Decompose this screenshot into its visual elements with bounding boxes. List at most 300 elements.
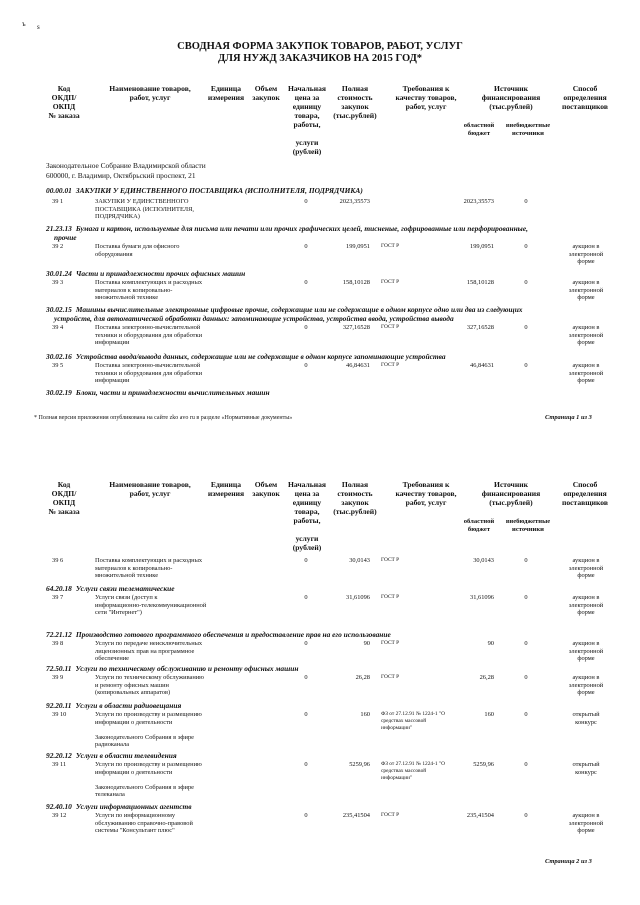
header-line: стоимость [337, 93, 373, 102]
header-line: финансирования [481, 489, 541, 498]
row-method [556, 640, 616, 663]
header-line: Объем [254, 84, 278, 93]
header-line: определения [563, 93, 607, 102]
row-name-line: информационно-телекоммуникационной [95, 601, 207, 609]
header-unit [203, 480, 249, 498]
row-name-line: Поставка электронно-вычислительной [95, 324, 201, 331]
row-name [95, 761, 235, 799]
row-name-line: Поставка комплектующих и расходных [95, 557, 203, 564]
header-line: единицу [292, 498, 322, 507]
section-title: Производство готового программного обеспечения и предоставление прав на его использование [75, 630, 391, 639]
page-number: Страница 2 из 3 [545, 858, 592, 865]
section-code: 72.50.11 [46, 664, 72, 673]
row-extra-sources: 0 [524, 812, 528, 819]
row-method [556, 761, 616, 776]
header-line: закупок [341, 498, 369, 507]
header-source-extra [498, 122, 558, 138]
row-name [95, 674, 235, 697]
section-line [46, 388, 606, 397]
header-line: качеству товаров, [395, 489, 457, 498]
row-number: 39 6 [52, 557, 64, 564]
row-requirements-line: средствах массовой [381, 768, 427, 774]
header-source [466, 84, 556, 111]
row-name-line: Услуги по техническому обслуживанию [95, 674, 204, 681]
row-method-line: открытый [572, 761, 600, 768]
section-heading [46, 186, 606, 195]
page2-table-body [0, 553, 640, 853]
row-number: 39 12 [52, 812, 67, 819]
row-method-line: открытый [572, 711, 600, 718]
row-method [556, 594, 616, 617]
header-line: поставщиков [561, 102, 609, 111]
row-method-line: форме [577, 572, 595, 580]
row-regional-budget: 160 [484, 711, 494, 718]
row-price: 0 [304, 362, 308, 369]
row-name-line: сети "Интернет") [95, 609, 142, 617]
row-name [95, 324, 235, 347]
row-regional-budget: 30,0143 [473, 557, 494, 564]
row-number: 39 7 [52, 594, 64, 601]
section-line [46, 630, 606, 639]
section-code: 21.23.13 [46, 224, 72, 233]
row-method-line: электронной [568, 250, 604, 258]
row-full-cost: 90 [363, 640, 370, 647]
section-line [46, 352, 606, 361]
row-extra-sources: 0 [524, 557, 528, 564]
section-line [46, 584, 606, 593]
section-line [46, 269, 606, 278]
header-line: измерения [207, 489, 245, 498]
header-line: бюджет [467, 526, 491, 533]
row-name-line: обслуживанию справочно-правовой [95, 819, 193, 827]
header-volume [247, 480, 285, 498]
header-line: Объем [254, 480, 278, 489]
row-extra-sources: 0 [524, 279, 528, 286]
header-line: финансирования [481, 93, 541, 102]
section-code: 30.02.19 [46, 388, 72, 397]
row-requirements-line: ФЗ от 27.12.91 № 1224-1 "О [381, 761, 446, 767]
page1-table-body [0, 186, 640, 406]
header-line: товара, [294, 507, 320, 516]
section-heading [46, 584, 606, 593]
table-header [0, 476, 640, 556]
header-line: (тыс.рублей) [489, 102, 533, 111]
row-name-line: ЗАКУПКИ У ЕДИНСТВЕННОГО [95, 198, 189, 205]
header-line: закупок [252, 93, 280, 102]
row-extra-sources: 0 [524, 674, 528, 681]
row-method [556, 324, 616, 347]
section-code: 30.02.16 [46, 352, 72, 361]
header-line [285, 525, 329, 534]
organization-address: 600000, г. Владимир, Октябрьский проспект, 21 [46, 171, 196, 180]
row-requirements-line: информации" [381, 775, 413, 781]
row-method-line: форме [577, 294, 595, 302]
row-full-cost: 199,0951 [346, 243, 370, 250]
row-name-line: множительной технике [95, 572, 159, 580]
section-title: Услуги в области телевидения [75, 751, 177, 760]
row-requirements-line: информации" [381, 725, 413, 731]
row-method-line: аукцион в [572, 243, 600, 250]
row-name-line: системы "Консультант плюс" [95, 827, 175, 835]
header-line: Код [57, 84, 71, 93]
row-extra-sources: 0 [524, 640, 528, 647]
row-extra-sources: 0 [524, 594, 528, 601]
header-line: Источник [494, 480, 528, 489]
header-line: товара, [294, 111, 320, 120]
section-title: Услуги информационных агентств [75, 802, 192, 811]
row-method-line: аукцион в [572, 557, 600, 564]
section-line [46, 186, 606, 195]
header-line: Наименование товаров, [109, 480, 191, 489]
row-price: 0 [304, 198, 308, 205]
row-price: 0 [304, 711, 308, 718]
header-line: Способ [572, 480, 598, 489]
section-title-continued: прочие [54, 233, 77, 242]
section-title: ЗАКУПКИ У ЕДИНСТВЕННОГО ПОСТАВЩИКА (ИСПОЛНИТЕЛЯ, ПОДРЯДЧИКА) [75, 186, 363, 195]
row-full-cost: 327,16528 [342, 324, 370, 331]
header-line: (рублей) [292, 147, 322, 156]
row-price: 0 [304, 594, 308, 601]
row-requirements-line: ГОСТ Р [381, 324, 400, 330]
row-regional-budget: 46,84631 [470, 362, 494, 369]
row-requirements-line: ГОСТ Р [381, 243, 400, 249]
row-requirements-line: ГОСТ Р [381, 594, 400, 600]
row-method-line: аукцион в [572, 812, 600, 819]
section-code: 30.01.24 [46, 269, 72, 278]
row-name [95, 243, 235, 258]
row-number: 39 4 [52, 324, 64, 331]
row-method-line: форме [577, 377, 595, 385]
corner-mark: ъ [22, 20, 26, 28]
table-header [0, 80, 640, 160]
row-price: 0 [304, 243, 308, 250]
section-title: Машины вычислительные электронные цифровые прочие, содержащие или не содержащие в одном корпусе одно или два из следующих [75, 305, 523, 314]
row-full-cost: 160 [360, 711, 370, 718]
row-extra-sources: 0 [524, 711, 528, 718]
section-title: Устройства ввода/вывода данных, содержащие или не содержащие в одном корпусе запоминающие устройства [75, 352, 446, 361]
row-method-line: электронной [568, 369, 604, 377]
section-code: 92.20.11 [46, 701, 72, 710]
row-method-line: аукцион в [572, 362, 600, 369]
header-line: Источник [494, 84, 528, 93]
row-requirements-line: ГОСТ Р [381, 674, 400, 680]
row-name-line: материалов к копировально- [95, 286, 173, 294]
row-price: 0 [304, 761, 308, 768]
header-line: цена за [294, 93, 320, 102]
row-price: 0 [304, 674, 308, 681]
row-name-line: радиоканала [95, 741, 130, 749]
row-name-line: материалов к копировально- [95, 564, 173, 572]
row-name [95, 198, 235, 221]
section-heading [46, 701, 606, 710]
header-line: поставщиков [561, 498, 609, 507]
corner-mark: s [37, 23, 40, 31]
row-name-line: множительной технике [95, 294, 159, 302]
row-full-cost: 30,0143 [349, 557, 370, 564]
row-extra-sources: 0 [524, 362, 528, 369]
row-number: 39 8 [52, 640, 64, 647]
row-extra-sources: 0 [524, 198, 528, 205]
row-name-line: Услуги по информационному [95, 812, 176, 819]
section-code: 92.40.10 [46, 802, 72, 811]
row-method-line: аукцион в [572, 674, 600, 681]
row-extra-sources: 0 [524, 243, 528, 250]
header-line: № заказа [48, 111, 80, 120]
row-method-line: форме [577, 609, 595, 617]
header-line: ОКДП/ [51, 93, 77, 102]
row-name [95, 279, 235, 302]
row-name-line: Услуги по производству и размещению [95, 761, 202, 768]
header-line: единицу [292, 102, 322, 111]
row-name-line: лицензионных прав на программное [95, 647, 195, 655]
section-code: 72.21.12 [46, 630, 72, 639]
header-price [285, 84, 329, 156]
section-heading [46, 388, 606, 397]
header-line: работы, [293, 516, 321, 525]
section-heading [46, 802, 606, 811]
row-name-line: техники и оборудования для обработки [95, 369, 202, 377]
section-line [46, 224, 606, 233]
header-line: работ, услуг [129, 93, 171, 102]
row-method-line: форме [577, 689, 595, 697]
row-number: 39 10 [52, 711, 67, 718]
row-method [556, 674, 616, 697]
header-line: бюджет [467, 130, 491, 137]
row-name [95, 557, 235, 580]
header-line: Полная [341, 480, 369, 489]
footnote: * Полная версия приложения опубликована на сайте zko avo ru в разделе «Нормативные документы» [34, 415, 293, 421]
organization-name: Законодательное Собрание Владимирской области [46, 161, 206, 170]
row-name-line: Услуги по производству и размещению [95, 711, 202, 718]
section-line [46, 802, 606, 811]
header-line: закупок [341, 102, 369, 111]
row-name-line [95, 776, 235, 784]
header-line: (тыс.рублей) [333, 507, 377, 516]
header-line: внебюджетные [505, 122, 551, 129]
section-heading [46, 664, 606, 673]
row-regional-budget: 235,41504 [466, 812, 494, 819]
row-name-line: и ремонту офисных машин [95, 681, 169, 689]
row-name-line: Услуги связи (доступ к [95, 594, 158, 601]
row-full-cost: 26,28 [355, 674, 370, 681]
row-regional-budget: 158,10128 [466, 279, 494, 286]
row-method [556, 711, 616, 726]
section-line [46, 751, 606, 760]
row-method-line: форме [577, 339, 595, 347]
header-line: Код [57, 480, 71, 489]
row-regional-budget: 31,61096 [470, 594, 494, 601]
row-regional-budget: 90 [487, 640, 494, 647]
row-method-line: конкурс [575, 768, 597, 776]
row-method-line: форме [577, 827, 595, 835]
header-line: областной [463, 518, 495, 525]
row-method-line: аукцион в [572, 640, 600, 647]
row-requirements-line: средствах массовой [381, 718, 427, 724]
table-row [0, 812, 640, 852]
row-method-line: электронной [568, 286, 604, 294]
header-volume [247, 84, 285, 102]
header-line: Требования к [402, 480, 450, 489]
section-line [46, 701, 606, 710]
row-requirements-line: ГОСТ Р [381, 640, 400, 646]
header-line: качеству товаров, [395, 93, 457, 102]
row-method-line: электронной [568, 681, 604, 689]
row-price: 0 [304, 324, 308, 331]
row-name-line: Законодательного Собрания в эфире [95, 783, 195, 791]
row-name [95, 362, 235, 385]
row-full-cost: 31,61096 [346, 594, 370, 601]
header-line: Требования к [402, 84, 450, 93]
section-line [46, 664, 606, 673]
header-code [44, 480, 84, 516]
header-line: источники [512, 130, 544, 137]
header-source [466, 480, 556, 507]
document-subtitle: ДЛЯ НУЖД ЗАКАЗЧИКОВ НА 2015 ГОД* [217, 53, 423, 64]
row-name [95, 711, 235, 749]
header-line: работ, услуг [405, 102, 447, 111]
header-source-extra [498, 518, 558, 534]
row-method [556, 812, 616, 835]
section-heading [46, 305, 606, 323]
header-line: работ, услуг [405, 498, 447, 507]
header-line: стоимость [337, 489, 373, 498]
section-heading [46, 352, 606, 361]
row-requirements-line: ГОСТ Р [381, 362, 400, 368]
row-name-line: информации о деятельности [95, 768, 173, 776]
header-requirements [388, 84, 464, 111]
section-code: 30.02.15 [46, 305, 72, 314]
row-name-line: телеканала [95, 791, 125, 799]
header-line: измерения [207, 93, 245, 102]
row-number: 39 9 [52, 674, 64, 681]
section-title: Блоки, части и принадлежности вычислительных машин [75, 388, 270, 397]
section-code: 92.20.12 [46, 751, 72, 760]
header-line: Единица [210, 480, 242, 489]
header-full-cost [330, 480, 380, 516]
row-name-line: Поставка комплектующих и расходных [95, 279, 203, 286]
table-row [0, 594, 640, 634]
header-line: ОКПД [52, 498, 76, 507]
header-line: областной [463, 122, 495, 129]
header-code [44, 84, 84, 120]
row-name-line: Поставка бумаги для офисного [95, 243, 180, 250]
row-name-line: оборудования [95, 250, 133, 258]
header-line: Способ [572, 84, 598, 93]
section-title: Услуги связи телематические [75, 584, 175, 593]
row-full-cost: 5259,96 [349, 761, 370, 768]
row-requirements-line: ГОСТ Р [381, 812, 400, 818]
row-number: 39 11 [52, 761, 67, 768]
row-regional-budget: 26,28 [479, 674, 494, 681]
row-method-line: электронной [568, 647, 604, 655]
row-requirements-line: ГОСТ Р [381, 557, 400, 563]
row-method [556, 279, 616, 302]
header-line: № заказа [48, 507, 80, 516]
row-name-line: техники и оборудования для обработки [95, 331, 202, 339]
header-line: (тыс.рублей) [489, 498, 533, 507]
row-name-line: Поставка электронно-вычислительной [95, 362, 201, 369]
row-method-line: аукцион в [572, 594, 600, 601]
header-line: Полная [341, 84, 369, 93]
section-heading [46, 751, 606, 760]
row-regional-budget: 199,0951 [470, 243, 494, 250]
header-line: определения [563, 489, 607, 498]
header-method [555, 480, 615, 507]
header-line: (тыс.рублей) [333, 111, 377, 120]
row-name [95, 594, 235, 617]
row-method-line: электронной [568, 819, 604, 827]
header-method [555, 84, 615, 111]
header-name [95, 84, 205, 102]
section-line [46, 305, 606, 314]
section-title: Услуги по техническому обслуживанию и ремонту офисных машин [75, 664, 299, 673]
header-line: внебюджетные [505, 518, 551, 525]
row-regional-budget: 5259,96 [473, 761, 494, 768]
row-requirements-line: ГОСТ Р [381, 279, 400, 285]
header-line: Начальная [287, 84, 327, 93]
row-number: 39 5 [52, 362, 64, 369]
header-line: ОКПД [52, 102, 76, 111]
header-line: Единица [210, 84, 242, 93]
row-method-line: электронной [568, 564, 604, 572]
row-name [95, 812, 235, 835]
row-full-cost: 2023,35573 [339, 198, 370, 205]
header-line: услуги [295, 138, 319, 147]
row-extra-sources: 0 [524, 761, 528, 768]
header-source-regional [456, 518, 502, 534]
row-name-line: информации о деятельности [95, 718, 173, 726]
section-heading [46, 224, 606, 242]
row-full-cost: 235,41504 [342, 812, 370, 819]
row-extra-sources: 0 [524, 324, 528, 331]
header-line: работ, услуг [129, 489, 171, 498]
row-name-line: (копировальных аппаратов) [95, 689, 171, 697]
row-full-cost: 158,10128 [342, 279, 370, 286]
row-requirements-line: ФЗ от 27.12.91 № 1224-1 "О [381, 711, 446, 717]
row-method [556, 557, 616, 580]
row-regional-budget: 2023,35573 [463, 198, 494, 205]
header-line [285, 129, 329, 138]
row-price: 0 [304, 279, 308, 286]
row-number: 39 2 [52, 243, 64, 250]
row-method-line: электронной [568, 601, 604, 609]
row-method-line: форме [577, 655, 595, 663]
section-title-continued: устройств, для автоматической обработки данных: запоминающие устройства, устройства ввода, устройства вывода [54, 314, 454, 323]
header-line: Начальная [287, 480, 327, 489]
row-regional-budget: 327,16528 [466, 324, 494, 331]
row-name-line: ПОДРЯДЧИКА) [95, 213, 140, 221]
header-line: цена за [294, 489, 320, 498]
section-title: Услуги в области радиовещания [75, 701, 182, 710]
header-requirements [388, 480, 464, 507]
row-name-line: Услуги по передаче неисключительных [95, 640, 203, 647]
row-full-cost: 46,84631 [346, 362, 370, 369]
row-number: 39 3 [52, 279, 64, 286]
page-number: Страница 1 из 3 [545, 414, 592, 421]
header-line: источники [512, 526, 544, 533]
section-heading [46, 269, 606, 278]
row-price: 0 [304, 557, 308, 564]
header-line: работы, [293, 120, 321, 129]
row-name [95, 640, 235, 663]
row-name-line: ПОСТАВЩИКА (ИСПОЛНИТЕЛЯ, [95, 205, 194, 213]
row-method-line: электронной [568, 331, 604, 339]
table-row [0, 761, 640, 801]
header-line: услуги [295, 534, 319, 543]
header-line: закупок [252, 489, 280, 498]
row-method [556, 362, 616, 385]
header-line: Наименование товаров, [109, 84, 191, 93]
